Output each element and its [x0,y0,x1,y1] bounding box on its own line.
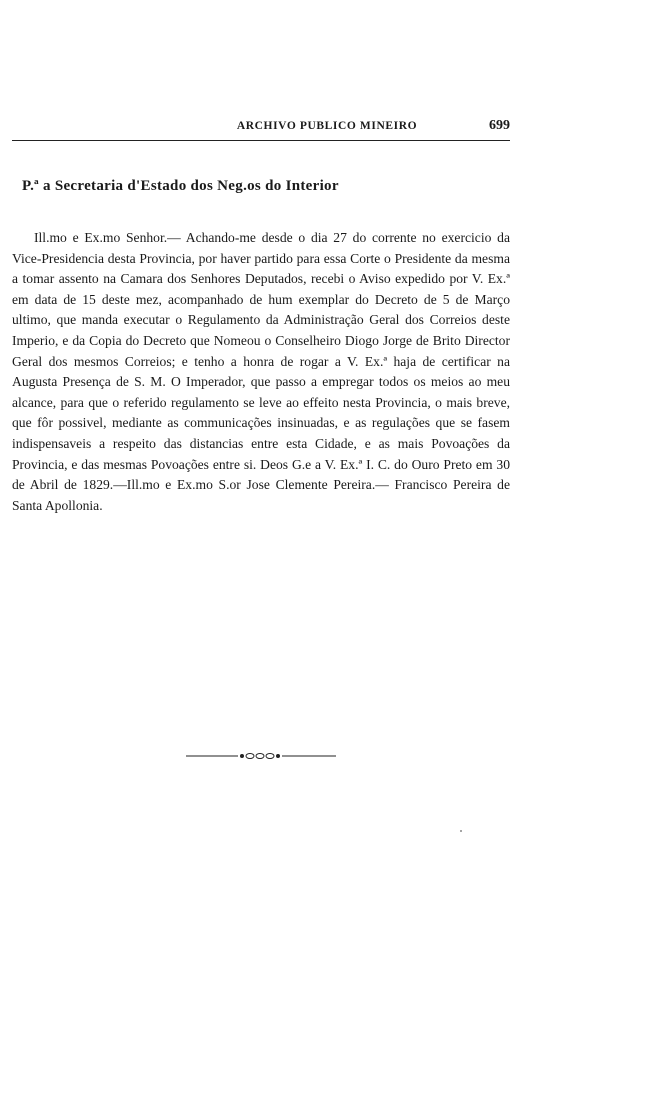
letter-heading: P.ª a Secretaria d'Estado dos Neg.os do Interior [22,178,339,194]
letter-body: Ill.mo e Ex.mo Senhor.— Achando-me desde o dia 27 do corrente no exercicio da Vice-Presidencia desta Provincia, por haver partido para essa Corte o Presidente da mesma a tomar assento na Camara dos Senhores Deputados, recebi o Aviso expedido por V. Ex.ª em data de 15 deste mez, acompanhado de hum exemplar do Decreto de 5 de Março ultimo, que manda executar o Regulamento da Administração Geral dos Correios deste Imperio, e da Copia do Decreto que Nomeou o Conselheiro Diogo Jorge de Brito Director Geral dos mesmos Correios; e tenho a honra de rogar a V. Ex.ª haja de certificar na Augusta Presença de S. M. O Imperador, que passo a empregar todos os meios ao meu alcance, para que o referido regulamento se leve ao effeito nesta Provincia, o mais breve, que fôr possivel, mediante as communicações insinuadas, e as regulações que se fasem indispensaveis a respeito das distancias entre esta Cidade, e as mais Povoações da Provincia, e das mesmas Povoações entre si. Deos G.e a V. Ex.ª I. C. do Ouro Preto em 30 de Abril de 1829.—Ill.mo e Ex.mo S.or Jose Clemente Pereira.— Francisco Pereira de Santa Apollonia. [12,230,510,513]
running-title: ARCHIVO PUBLICO MINEIRO [236,120,418,132]
ornament-divider-icon [186,749,336,763]
page-number: 699 [489,118,510,133]
print-speck [460,830,462,832]
running-head [0,118,654,138]
header-rule [12,140,510,141]
